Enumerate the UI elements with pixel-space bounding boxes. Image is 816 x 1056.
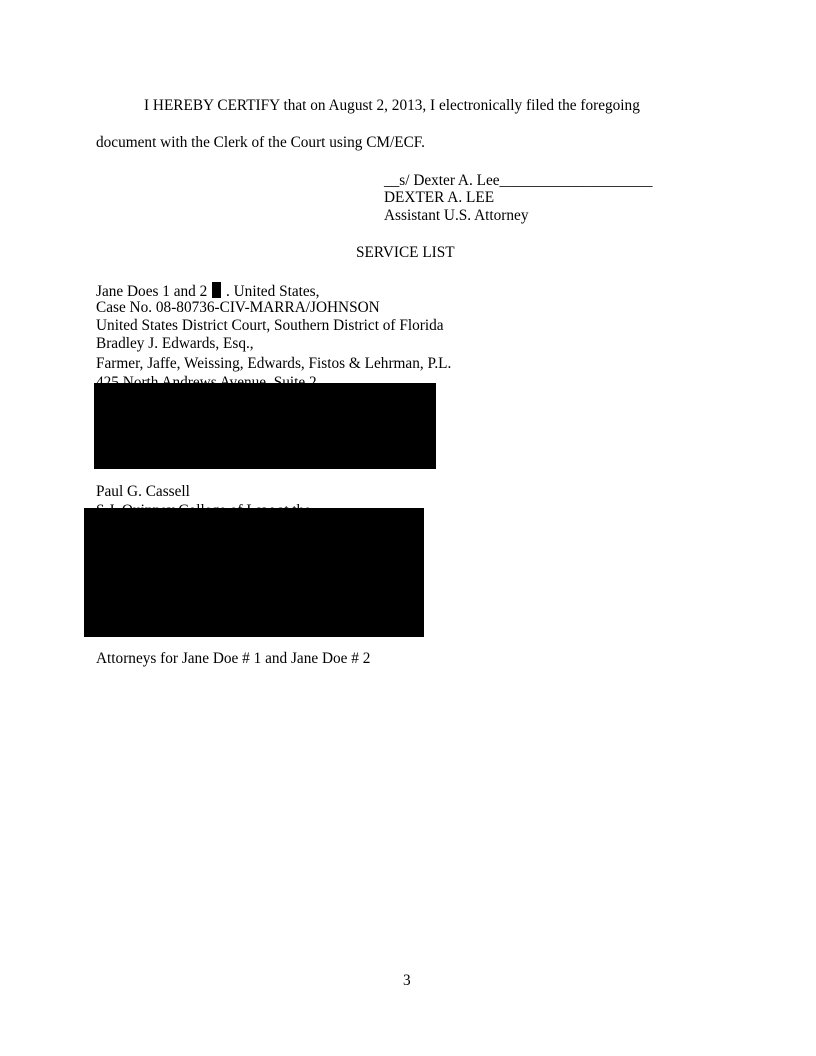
service-list-heading: SERVICE LIST <box>356 244 455 261</box>
signer-name: DEXTER A. LEE <box>384 189 495 206</box>
page-number: 3 <box>403 972 411 989</box>
court-name: United States District Court, Southern District of Florida <box>96 317 444 334</box>
signer-title: Assistant U.S. Attorney <box>384 207 529 224</box>
redaction-block-2 <box>84 508 424 637</box>
attorney-1-address-partial <box>96 374 436 383</box>
case-number: Case No. 08-80736-CIV-MARRA/JOHNSON <box>96 299 380 316</box>
attorney-1-firm: Farmer, Jaffe, Weissing, Edwards, Fistos & Lehrman, P.L. <box>96 355 452 372</box>
certificate-text-line-1: I HEREBY CERTIFY that on August 2, 2013, I electronically filed the foregoing <box>144 97 640 114</box>
redaction-block-1 <box>94 383 436 469</box>
certificate-text-line-2: document with the Clerk of the Court using CM/ECF. <box>96 134 425 151</box>
signature-line: __s/ Dexter A. Lee____________________ <box>384 172 653 189</box>
attorney-2-name: Paul G. Cassell <box>96 483 190 500</box>
case-caption-part-b: . United States, <box>225 283 320 300</box>
attorney-1-name: Bradley J. Edwards, Esq., <box>96 335 254 352</box>
attorneys-for-line: Attorneys for Jane Doe # 1 and Jane Doe # 2 <box>96 650 371 667</box>
case-caption-part-a: Jane Does 1 and 2 <box>96 283 208 300</box>
inline-redaction <box>212 282 221 298</box>
